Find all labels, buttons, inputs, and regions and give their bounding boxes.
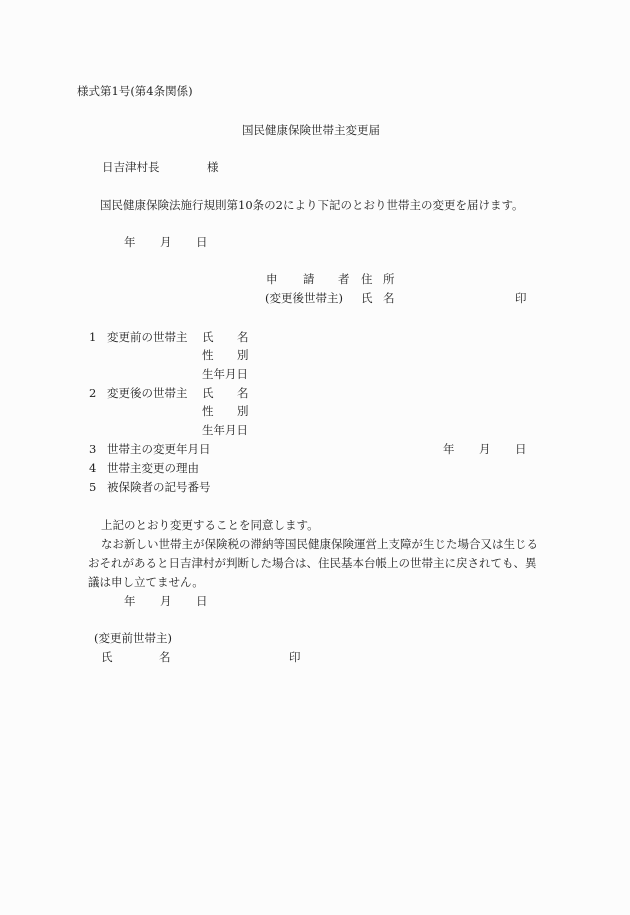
change-date-day[interactable]: 日 (515, 442, 527, 456)
field-label: 生年月日 (202, 367, 248, 381)
previous-head-label: (変更前世帯主) (94, 631, 172, 645)
field-label: 氏 (202, 386, 214, 400)
item-label: 変更後の世帯主 (107, 386, 188, 400)
applicant-seal: 印 (515, 291, 527, 305)
consent-date-day[interactable]: 日 (196, 594, 208, 608)
addressee-name: 日吉津村長 (102, 160, 160, 174)
address-label-2: 所 (383, 272, 395, 286)
applicant-name-label-1: 氏 (361, 291, 373, 305)
applicant-sub-label: (変更後世帯主) (265, 291, 343, 305)
field-label: 性 (202, 348, 214, 362)
item-label: 変更前の世帯主 (107, 330, 188, 344)
item-label: 被保険者の記号番号 (107, 480, 211, 494)
change-date-month[interactable]: 月 (479, 442, 491, 456)
change-date-year[interactable]: 年 (443, 442, 455, 456)
consent-line-3: おそれがあると日吉津村が判断した場合は、住民基本台帳上の世帯主に戻されても、異 (88, 556, 537, 570)
intro-text: 国民健康保険法施行規則第10条の2により下記のとおり世帯主の変更を届けます。 (100, 198, 524, 212)
item-number: 1 (89, 330, 97, 344)
previous-head-seal: 印 (289, 650, 301, 664)
address-label-1: 住 (361, 272, 373, 286)
item-number: 3 (89, 442, 97, 456)
date-day[interactable]: 日 (196, 235, 208, 249)
consent-date-month[interactable]: 月 (160, 594, 172, 608)
field-label: 氏 (202, 330, 214, 344)
document-title: 国民健康保険世帯主変更届 (242, 123, 380, 137)
item-number: 4 (89, 461, 97, 475)
item-number: 5 (89, 480, 97, 494)
item-number: 2 (89, 386, 97, 400)
item-label: 世帯主変更の理由 (107, 461, 199, 475)
addressee-honorific: 様 (207, 160, 219, 174)
previous-head-name-label-1: 氏 (101, 650, 113, 664)
date-month[interactable]: 月 (160, 235, 172, 249)
field-label: 名 (237, 330, 249, 344)
previous-head-name-label-2: 名 (159, 650, 171, 664)
applicant-label-3: 者 (338, 272, 350, 286)
field-label: 性 (202, 404, 214, 418)
field-label: 生年月日 (202, 423, 248, 437)
consent-line-1: 上記のとおり変更することを同意します。 (101, 518, 319, 532)
item-label: 世帯主の変更年月日 (107, 442, 211, 456)
applicant-label-2: 請 (303, 272, 315, 286)
consent-line-4: 議は申し立てません。 (88, 575, 204, 589)
form-number: 様式第1号(第4条関係) (77, 84, 193, 98)
date-year[interactable]: 年 (124, 235, 136, 249)
consent-date-year[interactable]: 年 (124, 594, 136, 608)
field-label: 別 (237, 404, 249, 418)
applicant-label-1: 申 (266, 272, 278, 286)
consent-line-2: なお新しい世帯主が保険税の滞納等国民健康保険運営上支障が生じた場合又は生じる (101, 537, 538, 551)
applicant-name-label-2: 名 (383, 291, 395, 305)
field-label: 名 (237, 386, 249, 400)
field-label: 別 (237, 348, 249, 362)
